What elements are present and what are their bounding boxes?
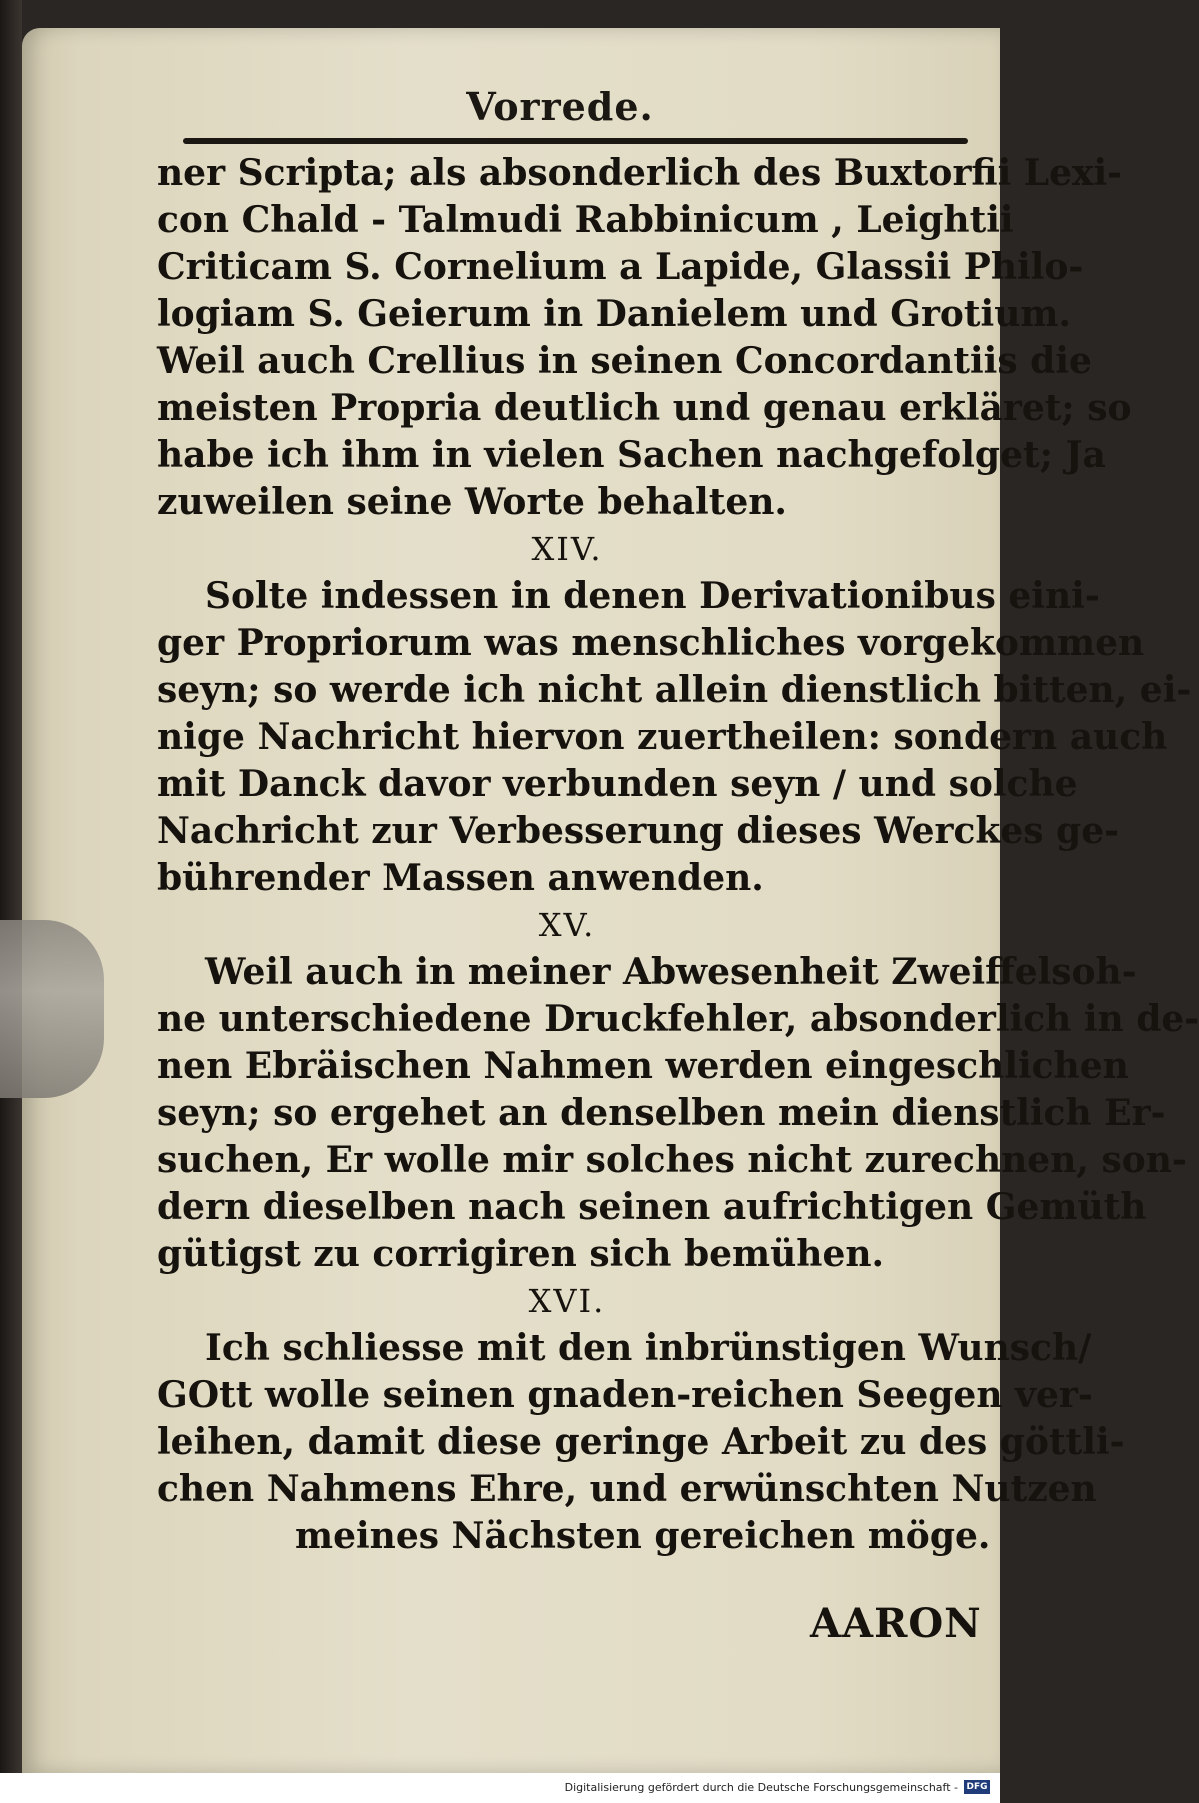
- text-line: meines Nächsten gereichen möge.: [295, 1515, 991, 1557]
- signature: AARON: [810, 1600, 982, 1647]
- text-line: ner Scripta; als absonderlich des Buxtorfii Lexi-: [157, 152, 1123, 194]
- text-line: ne unterschiedene Druckfehler, absonderlich in de-: [157, 998, 1199, 1040]
- text-line: zuweilen seine Worte behalten.: [157, 481, 787, 523]
- text-line: gütigst zu corrigiren sich bemühen.: [157, 1233, 885, 1275]
- page-clip: [0, 920, 104, 1098]
- text-line: chen Nahmens Ehre, und erwünschten Nutzen: [157, 1468, 1097, 1510]
- text-line: nen Ebräischen Nahmen werden eingeschlichen: [157, 1045, 1129, 1087]
- heading-rule: [183, 138, 968, 144]
- text-line: nige Nachricht hiervon zuertheilen: sondern auch: [157, 716, 1168, 758]
- text-line: Weil auch in meiner Abwesenheit Zweiffelsoh-: [205, 951, 1137, 993]
- text-line: Solte indessen in denen Derivationibus eini-: [205, 575, 1100, 617]
- dfg-logo-icon: DFG: [964, 1780, 990, 1794]
- page-text: [157, 150, 1199, 1560]
- text-line: con Chald - Talmudi Rabbinicum , Leightii: [157, 199, 1014, 241]
- page-heading: Vorrede.: [466, 84, 654, 129]
- section-number: XIV.: [531, 530, 603, 568]
- text-line: GOtt wolle seinen gnaden-reichen Seegen ver-: [157, 1374, 1093, 1416]
- text-line: Nachricht zur Verbesserung dieses Werckes ge-: [157, 810, 1120, 852]
- text-line: Ich schliesse mit den inbrünstigen Wunsch/: [205, 1327, 1092, 1369]
- text-line: bührender Massen anwenden.: [157, 857, 764, 899]
- text-line: Criticam S. Cornelium a Lapide, Glassii Philo-: [157, 246, 1084, 288]
- text-line: mit Danck davor verbunden seyn / und solche: [157, 763, 1078, 805]
- text-line: seyn; so ergehet an denselben mein dienstlich Er-: [157, 1092, 1166, 1134]
- section-number: XVI.: [528, 1282, 606, 1320]
- text-line: logiam S. Geierum in Danielem und Grotium.: [157, 293, 1072, 335]
- book-spine-edge: [0, 0, 22, 1803]
- text-line: seyn; so werde ich nicht allein dienstlich bitten, ei-: [157, 669, 1192, 711]
- text-line: leihen, damit diese geringe Arbeit zu des göttli-: [157, 1421, 1125, 1463]
- text-line: ger Propriorum was menschliches vorgekommen: [157, 622, 1145, 664]
- text-line: dern dieselben nach seinen aufrichtigen Gemüth: [157, 1186, 1147, 1228]
- footer-credit: Digitalisierung gefördert durch die Deutsche Forschungsgemeinschaft -: [564, 1781, 958, 1794]
- text-line: suchen, Er wolle mir solches nicht zurechnen, son-: [157, 1139, 1187, 1181]
- text-line: Weil auch Crellius in seinen Concordantiis die: [157, 340, 1092, 382]
- text-line: meisten Propria deutlich und genau erkläret; so: [157, 387, 1132, 429]
- text-line: habe ich ihm in vielen Sachen nachgefolget; Ja: [157, 434, 1106, 476]
- section-number: XV.: [538, 906, 596, 944]
